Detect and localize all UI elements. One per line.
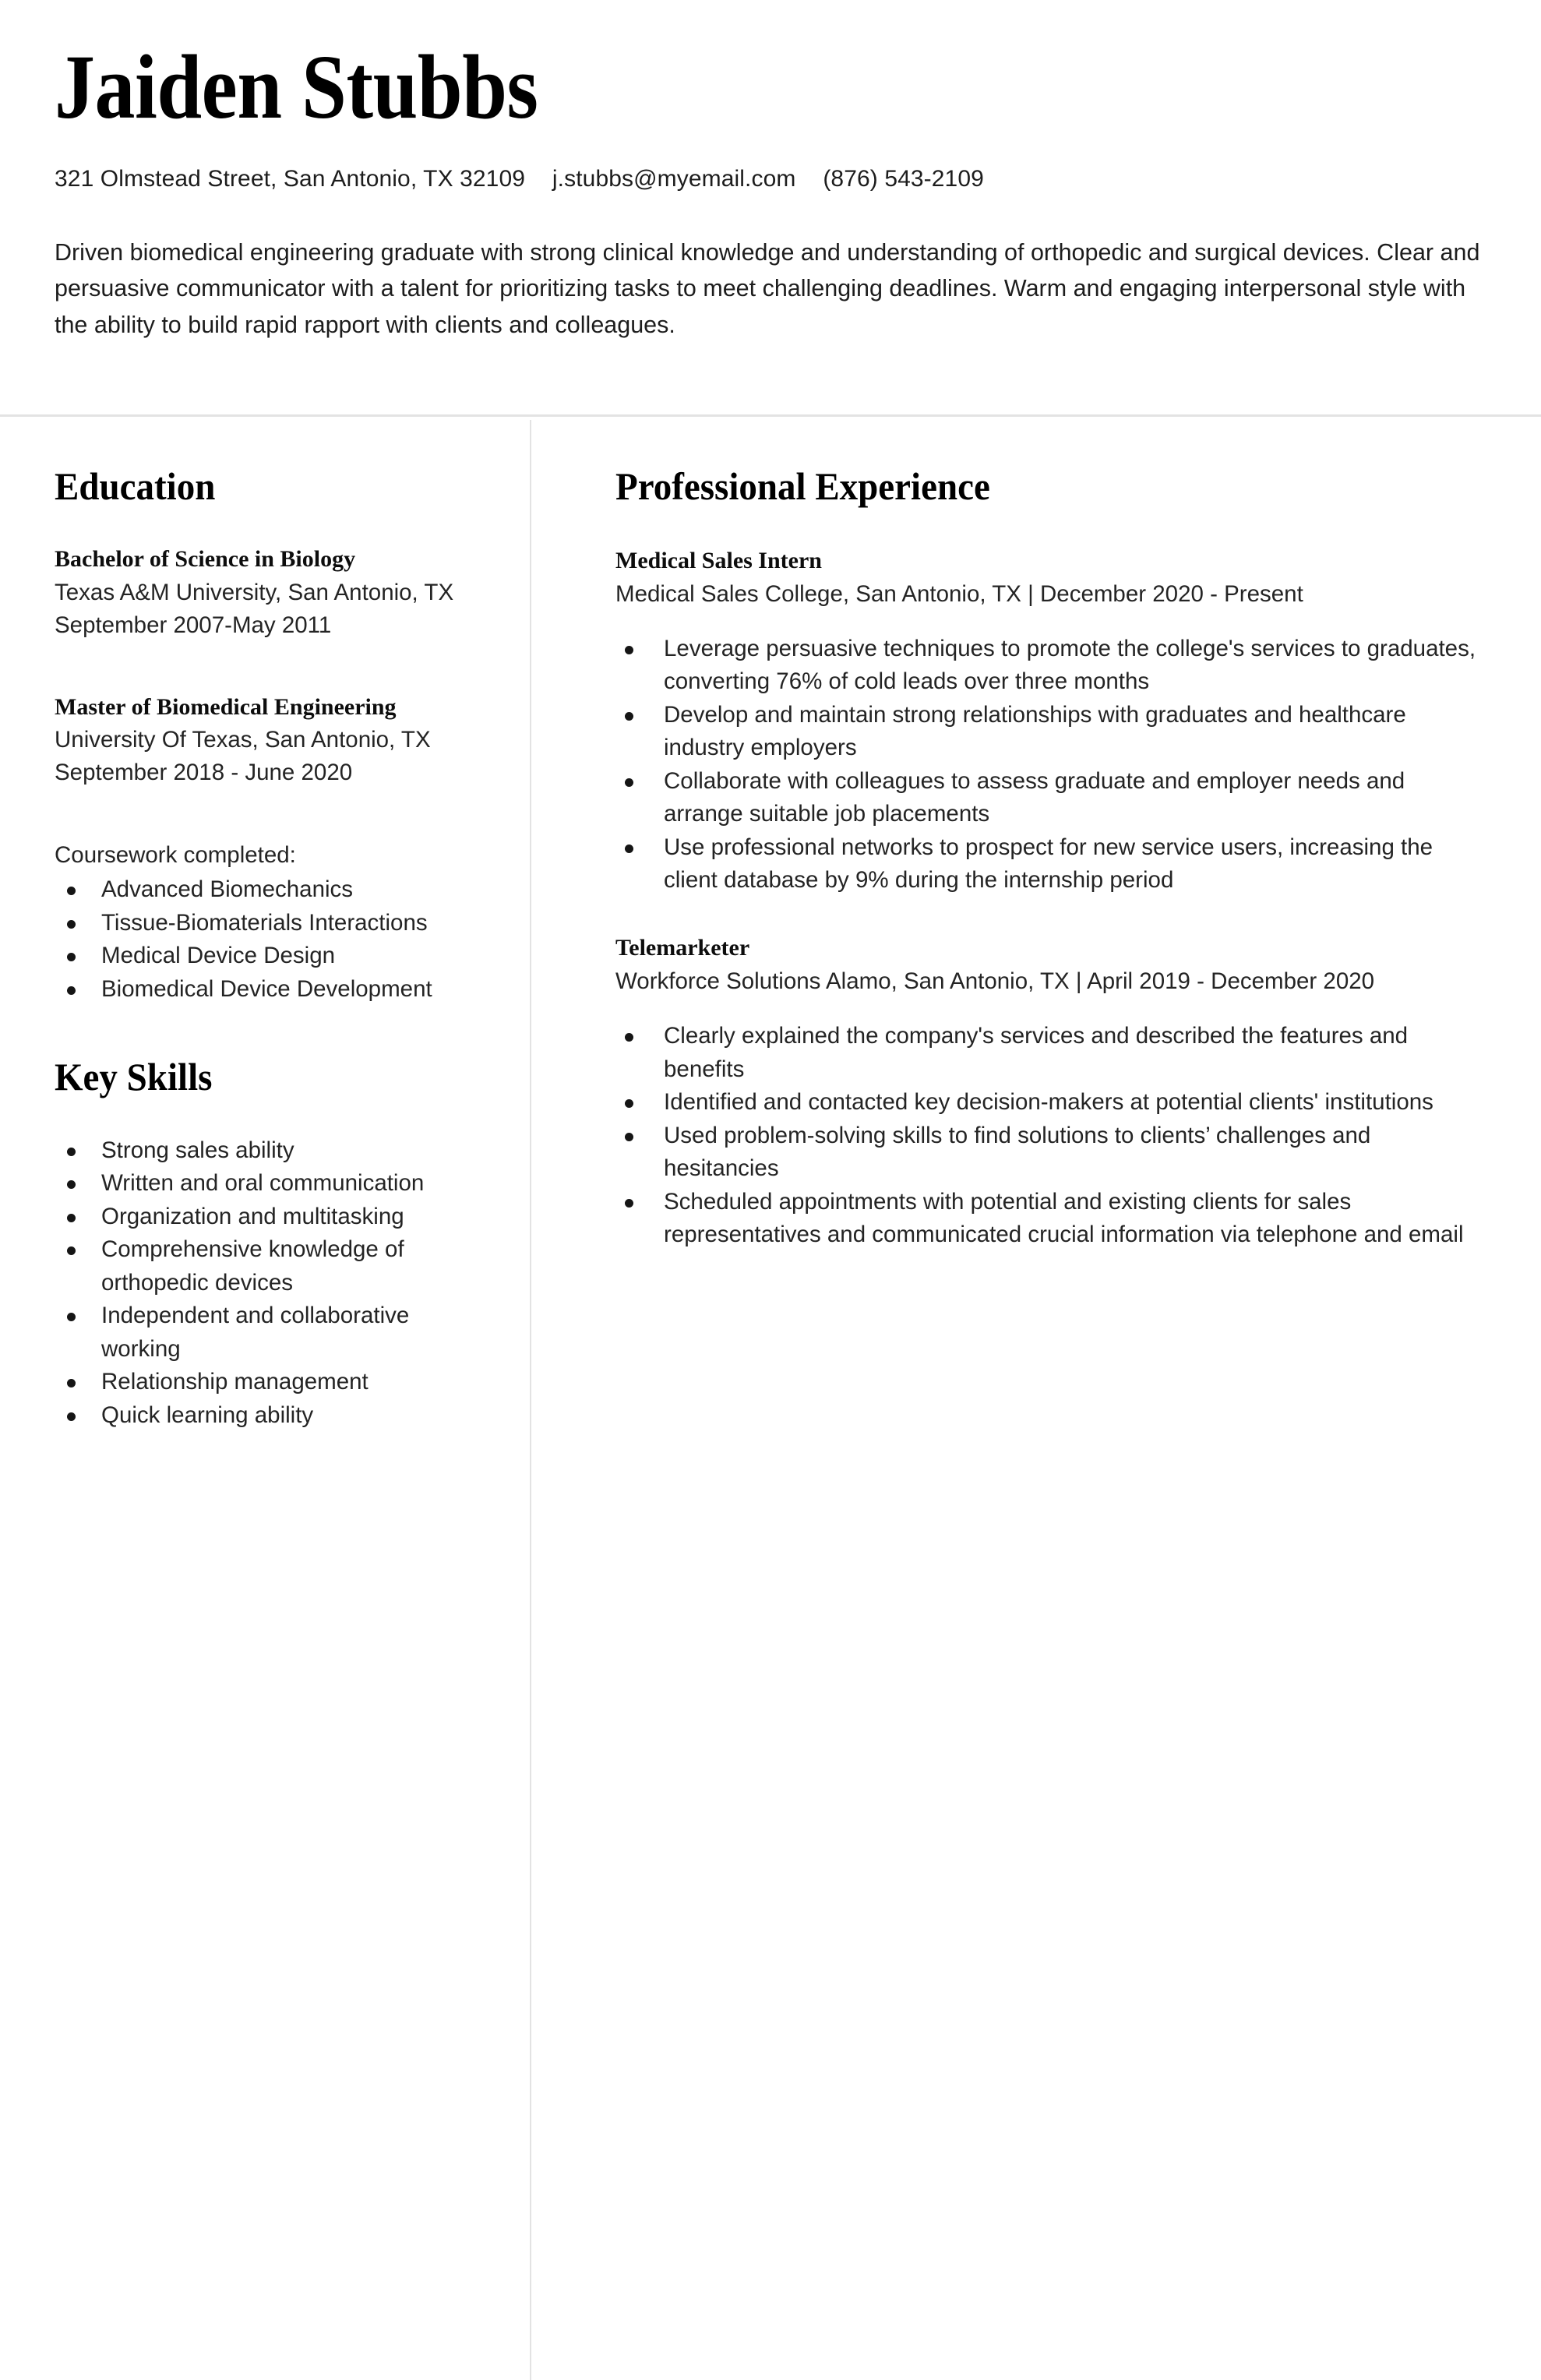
resume-body [0, 417, 1541, 1881]
job-bullet-list [615, 633, 1479, 897]
list-item: Scheduled appointments with potential and existing clients for sales representatives and communicated crucial information via telephone and email [615, 1186, 1479, 1252]
coursework-list [55, 873, 488, 1006]
contact-address: 321 Olmstead Street, San Antonio, TX 32109 [55, 166, 526, 192]
job-meta: Medical Sales College, San Antonio, TX | December 2020 - Present [615, 580, 1303, 607]
list-item: Comprehensive knowledge of orthopedic devices [55, 1233, 488, 1299]
spacer [55, 816, 488, 839]
job-bullet-list [615, 1020, 1479, 1251]
list-item: Used problem-solving skills to find solutions to clients’ challenges and hesitancies [615, 1119, 1479, 1186]
job-role: Medical Sales Intern [615, 547, 822, 573]
list-item: Biomedical Device Development [55, 973, 488, 1006]
experience-job [615, 545, 1479, 897]
education-degree: Master of Biomedical Engineering [55, 693, 397, 720]
education-institution: Texas A&M University, San Antonio, TX [55, 579, 454, 605]
list-item: Medical Device Design [55, 940, 488, 972]
contact-phone[interactable]: (876) 543-2109 [823, 166, 984, 192]
job-header [615, 933, 1479, 998]
key-skills-section-title: Key Skills [55, 1054, 213, 1098]
list-item: Quick learning ability [55, 1399, 488, 1432]
column-divider [530, 420, 531, 2380]
education-degree: Bachelor of Science in Biology [55, 545, 356, 572]
list-item: Advanced Biomechanics [55, 873, 488, 906]
list-item: Organization and multitasking [55, 1201, 488, 1233]
right-column [530, 417, 1541, 1299]
candidate-name: Jaiden Stubbs [55, 36, 538, 138]
education-entry [55, 692, 488, 790]
education-dates: September 2018 - June 2020 [55, 760, 353, 786]
coursework-label: Coursework completed: [55, 842, 296, 869]
list-item: Leverage persuasive techniques to promote the college's services to graduates, converting 76% of cold leads over three months [615, 633, 1479, 699]
experience-section-title: Professional Experience [615, 464, 990, 508]
experience-job [615, 933, 1479, 1251]
professional-summary: Driven biomedical engineering graduate with strong clinical knowledge and understanding of orthopedic and surgical devices. Clear and persuasive communicator with a talent for prioritizing tasks to meet challenging deadlines. Warm and engaging interpersonal style with the ability to build rapid rapport with clients and colleagues. [55, 238, 1480, 338]
education-institution: University Of Texas, San Antonio, TX [55, 727, 431, 753]
education-section-title: Education [55, 464, 216, 508]
list-item: Independent and collaborative working [55, 1299, 488, 1366]
list-item: Clearly explained the company's services and described the features and benefits [615, 1020, 1479, 1086]
key-skills-list [55, 1134, 488, 1432]
job-role: Telemarketer [615, 935, 750, 961]
spacer [55, 668, 488, 692]
job-header [615, 545, 1479, 611]
left-column [0, 417, 530, 1479]
list-item: Develop and maintain strong relationships with graduates and healthcare industry employers [615, 699, 1479, 765]
contact-line [55, 164, 1486, 196]
list-item: Strong sales ability [55, 1134, 488, 1167]
education-dates: September 2007-May 2011 [55, 612, 332, 638]
list-item: Written and oral communication [55, 1167, 488, 1200]
key-skills-section [55, 1056, 488, 1432]
contact-email[interactable]: j.stubbs@myemail.com [552, 166, 796, 192]
list-item: Identified and contacted key decision-makers at potential clients' institutions [615, 1086, 1479, 1119]
list-item: Tissue-Biomaterials Interactions [55, 907, 488, 940]
list-item: Relationship management [55, 1366, 488, 1398]
resume-header [0, 0, 1541, 343]
list-item: Use professional networks to prospect for new service users, increasing the client database by 9% during the internship period [615, 831, 1479, 897]
job-meta: Workforce Solutions Alamo, San Antonio, TX | April 2019 - December 2020 [615, 968, 1375, 995]
education-entry [55, 544, 488, 642]
list-item: Collaborate with colleagues to assess graduate and employer needs and arrange suitable job placements [615, 765, 1479, 831]
